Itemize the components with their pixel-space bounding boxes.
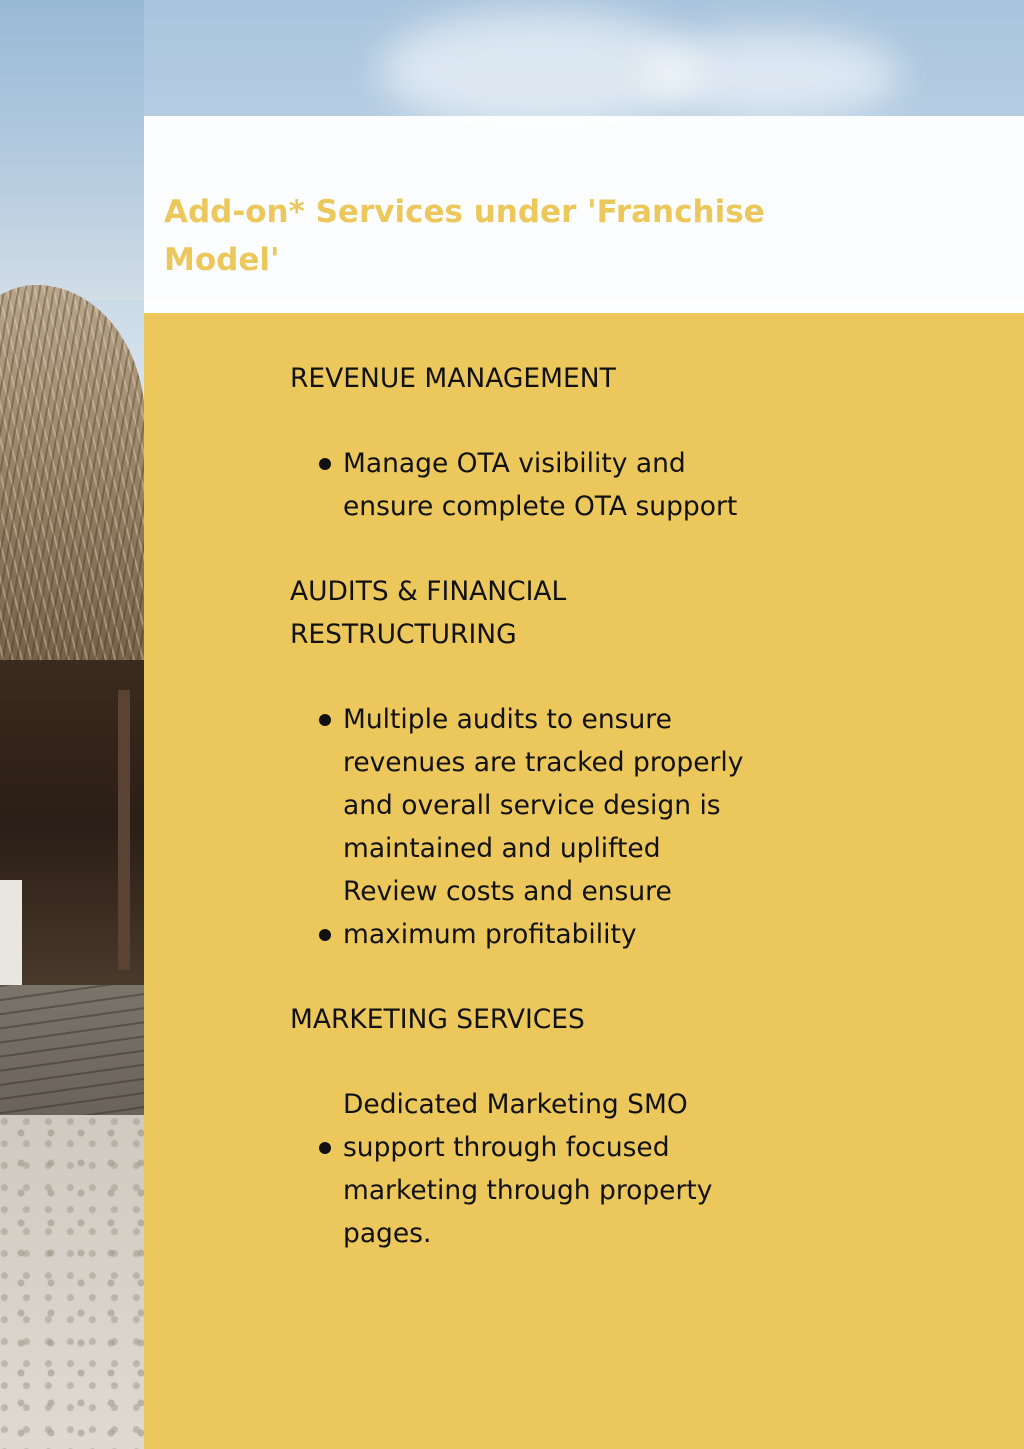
page-title-line: Add-on* Services under 'Franchise [164, 194, 765, 230]
list-item-line: and overall service design is [343, 790, 721, 821]
list-item-line: revenues are tracked properly [343, 747, 744, 778]
list-item-line: maximum profitability [343, 919, 637, 950]
title-panel [144, 116, 1024, 313]
list-item-line: ensure complete OTA support [343, 491, 738, 522]
section-heading-marketing-services [290, 998, 850, 1041]
sand-ground [0, 1115, 144, 1449]
list-item [290, 698, 850, 956]
bullet-dot [319, 714, 331, 726]
section-heading-line: RESTRUCTURING [290, 619, 517, 650]
list-item-line: Multiple audits to ensure [343, 704, 672, 735]
cloud [640, 30, 900, 120]
list-item-line: Review costs and ensure [343, 876, 672, 907]
wooden-deck [0, 985, 144, 1115]
section-heading-revenue-management [290, 357, 850, 400]
marketing-bullets [290, 1083, 850, 1255]
bullet-dot [319, 458, 331, 470]
list-item-line: marketing through property [343, 1175, 713, 1206]
page-title-line: Model' [164, 242, 280, 278]
thatched-roof [0, 285, 145, 705]
hut-post [118, 690, 130, 970]
list-item-line: Dedicated Marketing SMO [343, 1089, 688, 1120]
audits-bullets [290, 698, 850, 956]
services-panel [144, 313, 1024, 1449]
page-title [164, 188, 824, 284]
list-item [290, 1083, 850, 1255]
bullet-dot [319, 929, 331, 941]
hut-photo [0, 0, 144, 1449]
list-item [290, 442, 850, 528]
section-heading-audits [290, 570, 850, 656]
photo-sky [0, 0, 144, 300]
list-item-line: support through focused [343, 1132, 670, 1163]
section-heading-line: MARKETING SERVICES [290, 1004, 585, 1035]
services-list [290, 357, 850, 1297]
section-heading-line: REVENUE MANAGEMENT [290, 363, 616, 394]
section-heading-line: AUDITS & FINANCIAL [290, 576, 567, 607]
list-item-line: Manage OTA visibility and [343, 448, 686, 479]
list-item-line: maintained and uplifted [343, 833, 661, 864]
list-item-line: pages. [343, 1218, 432, 1249]
revenue-management-bullets [290, 442, 850, 528]
bullet-dot [319, 1142, 331, 1154]
